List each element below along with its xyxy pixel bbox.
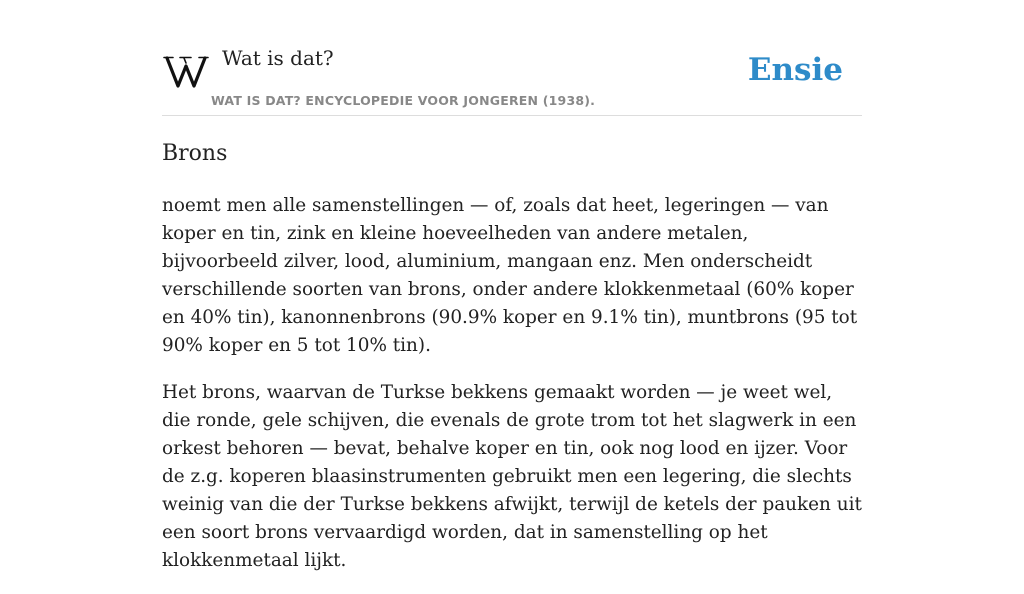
article-title: Brons	[162, 141, 228, 166]
site-subtitle: WAT IS DAT? ENCYCLOPEDIE VOOR JONGEREN (1938).	[211, 93, 596, 108]
site-title[interactable]: Wat is dat?	[222, 46, 334, 70]
page	[162, 0, 862, 571]
brand-logo-link[interactable]: Ensie	[747, 52, 843, 88]
article-paragraph: noemt men alle samenstellingen — of, zoals dat heet, legeringen — van koper en tin, zink en kleine hoeveelheden van andere metalen, bijvoorbeeld zilver, lood, aluminium, mangaan enz. Men onderscheidt verschillende soorten van brons, onder andere klokkenmetaal (60% koper en 40% tin), kanonnenbrons (90.9% koper en 9.1% tin), muntbrons (95 tot 90% koper en 5 tot 10% tin).	[162, 195, 858, 356]
wikipedia-w-icon[interactable]	[164, 54, 208, 88]
article-paragraph: Het brons, waarvan de Turkse bekkens gemaakt worden — je weet wel, die ronde, gele schijven, die evenals de grote trom tot het slagwerk in een orkest behoren — bevat, behalve koper en tin, ook nog lood en ijzer. Voor de z.g. koperen blaasinstrumenten gebruikt men een legering, die slechts weinig van die der Turkse bekkens afwijkt, terwijl de ketels der pauken uit een soort brons vervaardigd worden, dat in samenstelling op het klokkenmetaal lijkt.	[162, 382, 862, 571]
article-body	[162, 192, 862, 594]
header	[162, 0, 862, 116]
